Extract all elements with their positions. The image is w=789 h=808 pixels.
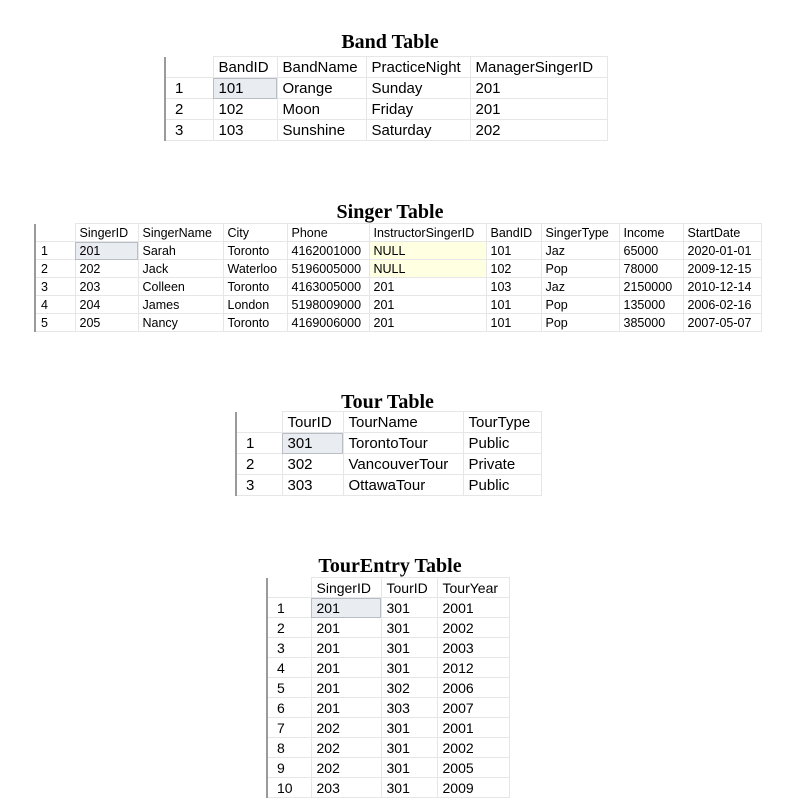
table-row[interactable]	[35, 260, 761, 278]
cell-tourid[interactable]: 301	[381, 618, 437, 638]
row-number[interactable]: 10	[267, 778, 311, 798]
column-header-city[interactable]: City	[223, 224, 287, 242]
row-number[interactable]: 1	[35, 242, 75, 260]
table-row[interactable]	[267, 698, 509, 718]
band-table-title: Band Table	[341, 31, 439, 53]
cell-singerid[interactable]: 202	[311, 738, 381, 758]
cell-bandid[interactable]: 101	[486, 296, 541, 314]
rownum-header	[236, 412, 282, 433]
cell-tourtype[interactable]: Public	[463, 475, 541, 496]
cell-phone[interactable]: 5196005000	[287, 260, 369, 278]
row-number[interactable]: 7	[267, 718, 311, 738]
header-row	[35, 224, 761, 242]
table-row[interactable]	[267, 618, 509, 638]
cell-managersingerid[interactable]: 202	[470, 120, 607, 141]
cell-tourid[interactable]: 301	[381, 598, 437, 618]
singer-table-title: Singer Table	[336, 201, 444, 223]
header-row	[165, 57, 607, 78]
row-number[interactable]: 3	[165, 120, 213, 141]
header-row	[267, 578, 509, 598]
cell-touryear[interactable]: 2003	[437, 638, 509, 658]
row-number[interactable]: 2	[267, 618, 311, 638]
column-header-practicenight[interactable]: PracticeNight	[366, 57, 470, 78]
cell-tourid[interactable]: 301	[381, 638, 437, 658]
cell-startdate[interactable]: 2009-12-15	[683, 260, 761, 278]
cell-touryear[interactable]: 2012	[437, 658, 509, 678]
cell-income[interactable]: 135000	[619, 296, 683, 314]
table-row[interactable]	[35, 314, 761, 332]
cell-tourtype[interactable]: Private	[463, 454, 541, 475]
cell-tourid[interactable]: 302	[381, 678, 437, 698]
cell-singertype[interactable]: Jaz	[541, 242, 619, 260]
column-header-bandid[interactable]: BandID	[486, 224, 541, 242]
cell-income[interactable]: 65000	[619, 242, 683, 260]
cell-startdate[interactable]: 2007-05-07	[683, 314, 761, 332]
column-header-singertype[interactable]: SingerType	[541, 224, 619, 242]
cell-managersingerid[interactable]: 201	[470, 78, 607, 99]
column-header-singerid[interactable]: SingerID	[311, 578, 381, 598]
cell-instructorsingerid[interactable]: NULL	[369, 260, 486, 278]
table-row[interactable]	[236, 433, 541, 454]
table-row[interactable]	[165, 78, 607, 99]
cell-phone[interactable]: 4163005000	[287, 278, 369, 296]
cell-touryear[interactable]: 2002	[437, 738, 509, 758]
cell-phone[interactable]: 4169006000	[287, 314, 369, 332]
cell-instructorsingerid[interactable]: 201	[369, 296, 486, 314]
cell-singerid[interactable]: 202	[75, 260, 138, 278]
column-header-singerid[interactable]: SingerID	[75, 224, 138, 242]
column-header-tourname[interactable]: TourName	[343, 412, 463, 433]
column-header-income[interactable]: Income	[619, 224, 683, 242]
cell-singername[interactable]: Colleen	[138, 278, 223, 296]
table-row[interactable]	[165, 99, 607, 120]
cell-city[interactable]: Toronto	[223, 314, 287, 332]
column-header-tourid[interactable]: TourID	[381, 578, 437, 598]
cell-bandid[interactable]: 101	[486, 314, 541, 332]
cell-singerid[interactable]: 204	[75, 296, 138, 314]
cell-bandid[interactable]: 102	[486, 260, 541, 278]
table-row[interactable]	[267, 738, 509, 758]
column-header-managersingerid[interactable]: ManagerSingerID	[470, 57, 607, 78]
cell-tourid[interactable]: 301	[381, 778, 437, 798]
row-number[interactable]: 2	[35, 260, 75, 278]
row-number[interactable]: 6	[267, 698, 311, 718]
cell-tourname[interactable]: VancouverTour	[343, 454, 463, 475]
cell-singername[interactable]: Nancy	[138, 314, 223, 332]
row-number[interactable]: 3	[35, 278, 75, 296]
cell-touryear[interactable]: 2006	[437, 678, 509, 698]
cell-city[interactable]: Toronto	[223, 278, 287, 296]
column-header-startdate[interactable]: StartDate	[683, 224, 761, 242]
cell-touryear[interactable]: 2009	[437, 778, 509, 798]
cell-city[interactable]: Toronto	[223, 242, 287, 260]
cell-startdate[interactable]: 2010-12-14	[683, 278, 761, 296]
row-number[interactable]: 5	[267, 678, 311, 698]
cell-singername[interactable]: Jack	[138, 260, 223, 278]
cell-instructorsingerid[interactable]: NULL	[369, 242, 486, 260]
row-number[interactable]: 1	[236, 433, 282, 454]
cell-startdate[interactable]: 2006-02-16	[683, 296, 761, 314]
cell-tourname[interactable]: TorontoTour	[343, 433, 463, 454]
cell-practicenight[interactable]: Friday	[366, 99, 470, 120]
cell-singerid[interactable]: 201	[311, 598, 381, 618]
column-header-tourid[interactable]: TourID	[282, 412, 343, 433]
table-row[interactable]	[267, 718, 509, 738]
column-header-touryear[interactable]: TourYear	[437, 578, 509, 598]
cell-tourid[interactable]: 301	[381, 718, 437, 738]
cell-tourid[interactable]: 302	[282, 454, 343, 475]
cell-tourid[interactable]: 301	[381, 658, 437, 678]
table-row[interactable]	[35, 242, 761, 260]
cell-singerid[interactable]: 202	[311, 758, 381, 778]
cell-singerid[interactable]: 203	[311, 778, 381, 798]
table-row[interactable]	[165, 120, 607, 141]
cell-tourid[interactable]: 301	[282, 433, 343, 454]
row-number[interactable]: 8	[267, 738, 311, 758]
cell-singerid[interactable]: 203	[75, 278, 138, 296]
cell-tourtype[interactable]: Public	[463, 433, 541, 454]
cell-tourid[interactable]: 301	[381, 738, 437, 758]
row-number[interactable]: 1	[165, 78, 213, 99]
cell-income[interactable]: 78000	[619, 260, 683, 278]
table-row[interactable]	[267, 658, 509, 678]
row-number[interactable]: 3	[267, 638, 311, 658]
cell-singerid[interactable]: 205	[75, 314, 138, 332]
cell-practicenight[interactable]: Saturday	[366, 120, 470, 141]
cell-singertype[interactable]: Pop	[541, 260, 619, 278]
cell-singerid[interactable]: 201	[75, 242, 138, 260]
rownum-header	[165, 57, 213, 78]
tour-results-grid[interactable]	[235, 411, 542, 496]
column-header-singername[interactable]: SingerName	[138, 224, 223, 242]
table-row[interactable]	[267, 678, 509, 698]
cell-instructorsingerid[interactable]: 201	[369, 314, 486, 332]
row-number[interactable]: 2	[165, 99, 213, 120]
cell-bandid[interactable]: 103	[486, 278, 541, 296]
table-row[interactable]	[267, 758, 509, 778]
rownum-header	[267, 578, 311, 598]
cell-bandname[interactable]: Orange	[277, 78, 366, 99]
cell-income[interactable]: 2150000	[619, 278, 683, 296]
tourentry-results-grid[interactable]	[266, 577, 510, 798]
cell-singerid[interactable]: 201	[311, 618, 381, 638]
cell-touryear[interactable]: 2001	[437, 598, 509, 618]
cell-managersingerid[interactable]: 201	[470, 99, 607, 120]
cell-income[interactable]: 385000	[619, 314, 683, 332]
row-number[interactable]: 4	[35, 296, 75, 314]
cell-singername[interactable]: James	[138, 296, 223, 314]
cell-singertype[interactable]: Pop	[541, 314, 619, 332]
table-row[interactable]	[236, 475, 541, 496]
row-number[interactable]: 5	[35, 314, 75, 332]
cell-singerid[interactable]: 201	[311, 638, 381, 658]
table-row[interactable]	[267, 598, 509, 618]
column-header-phone[interactable]: Phone	[287, 224, 369, 242]
singer-results-grid[interactable]	[34, 223, 762, 332]
cell-bandname[interactable]: Sunshine	[277, 120, 366, 141]
table-row[interactable]	[35, 296, 761, 314]
row-number[interactable]: 1	[267, 598, 311, 618]
rownum-header	[35, 224, 75, 242]
cell-bandid[interactable]: 101	[486, 242, 541, 260]
row-number[interactable]: 3	[236, 475, 282, 496]
cell-practicenight[interactable]: Sunday	[366, 78, 470, 99]
row-number[interactable]: 9	[267, 758, 311, 778]
cell-tourid[interactable]: 301	[381, 758, 437, 778]
cell-bandid[interactable]: 102	[213, 99, 277, 120]
table-row[interactable]	[267, 638, 509, 658]
column-header-bandname[interactable]: BandName	[277, 57, 366, 78]
cell-touryear[interactable]: 2005	[437, 758, 509, 778]
cell-singername[interactable]: Sarah	[138, 242, 223, 260]
row-number[interactable]: 2	[236, 454, 282, 475]
cell-phone[interactable]: 4162001000	[287, 242, 369, 260]
cell-singerid[interactable]: 201	[311, 658, 381, 678]
band-results-grid[interactable]	[164, 56, 608, 141]
column-header-bandid[interactable]: BandID	[213, 57, 277, 78]
cell-startdate[interactable]: 2020-01-01	[683, 242, 761, 260]
cell-singerid[interactable]: 202	[311, 718, 381, 738]
cell-touryear[interactable]: 2007	[437, 698, 509, 718]
column-header-tourtype[interactable]: TourType	[463, 412, 541, 433]
cell-tourid[interactable]: 303	[381, 698, 437, 718]
cell-city[interactable]: Waterloo	[223, 260, 287, 278]
table-row[interactable]	[35, 278, 761, 296]
header-row	[236, 412, 541, 433]
cell-bandname[interactable]: Moon	[277, 99, 366, 120]
row-number[interactable]: 4	[267, 658, 311, 678]
cell-singerid[interactable]: 201	[311, 698, 381, 718]
cell-city[interactable]: London	[223, 296, 287, 314]
cell-bandid[interactable]: 103	[213, 120, 277, 141]
cell-singertype[interactable]: Jaz	[541, 278, 619, 296]
cell-tourname[interactable]: OttawaTour	[343, 475, 463, 496]
column-header-instructorsingerid[interactable]: InstructorSingerID	[369, 224, 486, 242]
tour-table-title: Tour Table	[341, 391, 434, 413]
cell-touryear[interactable]: 2002	[437, 618, 509, 638]
tourentry-table-title: TourEntry Table	[318, 555, 462, 577]
cell-singerid[interactable]: 201	[311, 678, 381, 698]
cell-tourid[interactable]: 303	[282, 475, 343, 496]
cell-phone[interactable]: 5198009000	[287, 296, 369, 314]
cell-bandid[interactable]: 101	[213, 78, 277, 99]
cell-touryear[interactable]: 2001	[437, 718, 509, 738]
cell-instructorsingerid[interactable]: 201	[369, 278, 486, 296]
cell-singertype[interactable]: Pop	[541, 296, 619, 314]
table-row[interactable]	[267, 778, 509, 798]
table-row[interactable]	[236, 454, 541, 475]
